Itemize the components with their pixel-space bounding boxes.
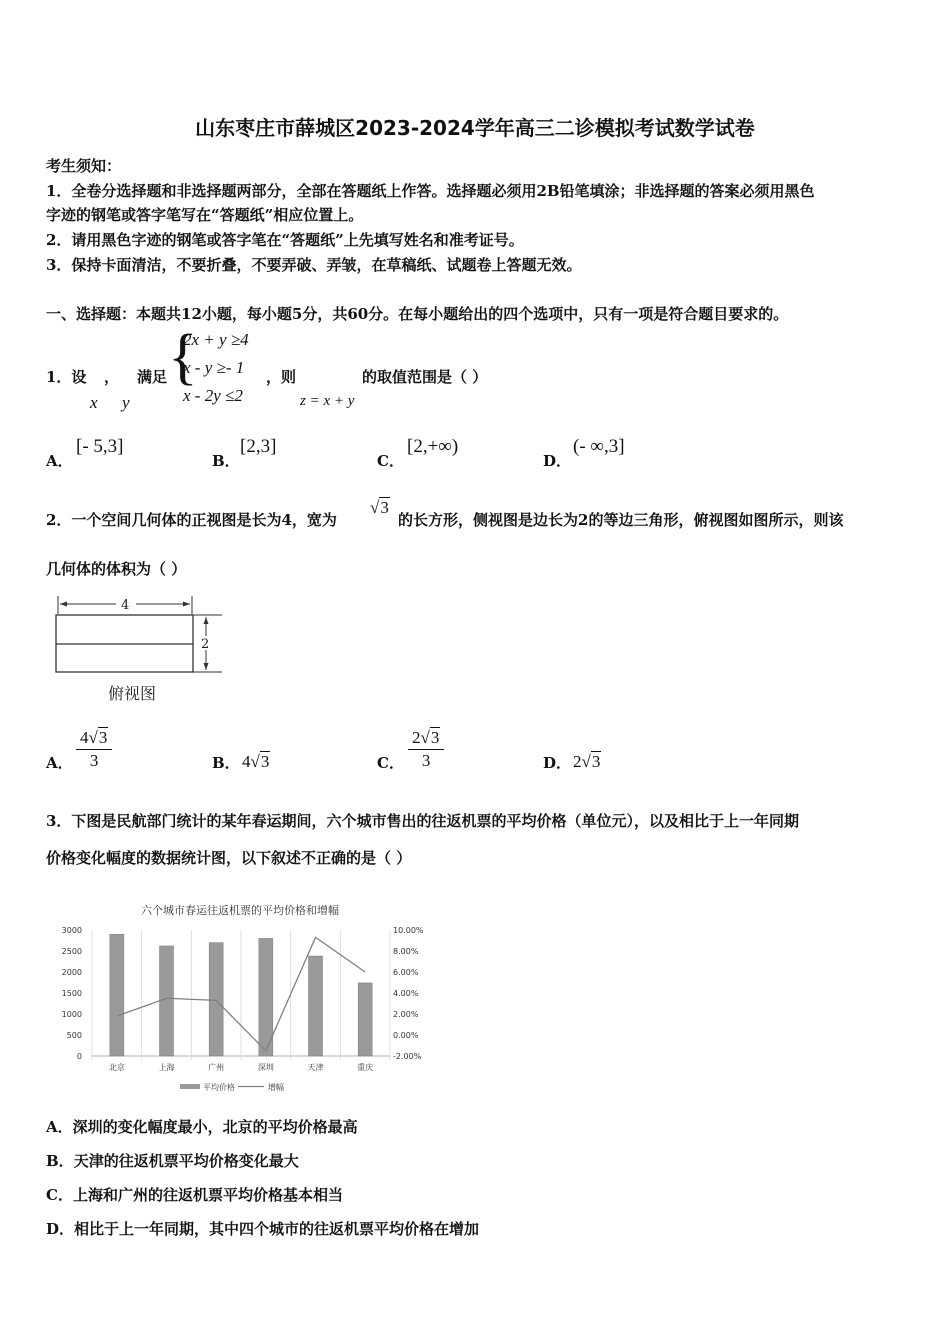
q3-option-d[interactable] <box>46 1218 479 1239</box>
x-tick-label: 上海 <box>158 1063 175 1072</box>
legend-line-label: 增幅 <box>268 1083 284 1092</box>
coefficient: 2 <box>412 728 421 747</box>
system-line-3: x - 2y ≤2 <box>183 386 243 405</box>
y2-tick-label: 0.00% <box>393 1031 419 1040</box>
system-line-1: 2x + y ≥4 <box>183 330 249 349</box>
q2-option-b-label[interactable]: B． <box>212 754 240 772</box>
y-tick-label: 2000 <box>61 968 82 977</box>
bar <box>110 934 124 1056</box>
q1-var-x: x <box>90 393 98 412</box>
system-brace: { <box>168 323 198 391</box>
q1-option-b-label[interactable]: B． <box>212 452 240 470</box>
q2-option-c-label[interactable]: C． <box>377 754 404 772</box>
fraction-numerator: 4√3 <box>76 728 112 750</box>
q1-option-d-value[interactable]: (- ∞,3] <box>573 436 625 457</box>
y2-tick-label: 2.00% <box>393 1010 419 1019</box>
y-tick-label: 1500 <box>61 989 82 998</box>
q2-option-d-label[interactable]: D． <box>543 754 572 772</box>
q2-text-1: 2．一个空间几何体的正视图是长为4，宽为 <box>46 511 337 529</box>
notice-line: 字迹的钢笔或答字笔写在“答题纸”相应位置上。 <box>46 206 364 224</box>
section-heading: 一、选择题：本题共12小题，每小题5分，共60分。在每小题给出的四个选项中，只有一项是符合题目要求的。 <box>46 305 789 323</box>
page-title: 山东枣庄市薛城区2023-2024学年高三二诊模拟考试数学试卷 <box>195 116 755 140</box>
q3-text-1: 3．下图是民航部门统计的某年春运期间，六个城市售出的往返机票的平均价格（单位元），以及相比于上一年同期 <box>46 812 799 830</box>
option-text: 深圳的变化幅度最小，北京的平均价格最高 <box>72 1118 358 1136</box>
q1-option-a-value[interactable]: [- 5,3] <box>76 436 124 457</box>
radicand: 3 <box>98 728 108 747</box>
bar <box>358 983 372 1056</box>
q3-option-c[interactable] <box>46 1184 343 1205</box>
q1-option-a-label[interactable]: A． <box>46 452 73 470</box>
q1-option-c-label[interactable]: C． <box>377 452 404 470</box>
notice-line: 2．请用黑色字迹的钢笔或答字笔在“答题纸”上先填写姓名和准考证号。 <box>46 231 524 249</box>
q1-option-d-label[interactable]: D． <box>543 452 572 470</box>
notice-line: 3．保持卡面清洁，不要折叠，不要弄破、弄皱，在草稿纸、试题卷上答题无效。 <box>46 256 582 274</box>
q1-text-4: ，则 <box>266 368 297 386</box>
q2-option-c-value[interactable] <box>408 728 444 771</box>
figure-width-label: 2 <box>201 637 210 652</box>
q3-option-a[interactable] <box>46 1116 358 1137</box>
option-text: 天津的往返机票平均价格变化最大 <box>73 1152 299 1170</box>
figure-length-label: 4 <box>121 598 130 613</box>
radicand: 3 <box>260 752 270 771</box>
q2-option-a-value[interactable] <box>76 728 112 771</box>
bar <box>209 943 223 1056</box>
legend-bar-label: 平均价格 <box>203 1083 235 1092</box>
coefficient: 4 <box>80 728 89 747</box>
figure-caption: 俯视图 <box>108 684 157 703</box>
fraction-denominator: 3 <box>421 751 431 770</box>
system-line-2: x - y ≥- 1 <box>183 358 245 377</box>
q3-text-2: 价格变化幅度的数据统计图，以下叙述不正确的是（ ） <box>46 849 412 867</box>
fraction-numerator: 2√3 <box>408 728 444 750</box>
radicand: 3 <box>591 752 601 771</box>
top-view-figure <box>50 592 230 707</box>
q1-option-b-value[interactable]: [2,3] <box>240 436 277 457</box>
q2-option-b-value[interactable]: 4√3 <box>242 752 270 771</box>
x-tick-label: 广州 <box>208 1063 225 1072</box>
q2-option-a-label[interactable]: A． <box>46 754 73 772</box>
notice-line: 1．全卷分选择题和非选择题两部分，全部在答题纸上作答。选择题必须用2B铅笔填涂；非选择题的答案必须用黑色 <box>46 182 815 200</box>
option-label: D． <box>46 1220 75 1238</box>
q2-sqrt3-radicand: 3 <box>380 498 389 517</box>
q1-text-1: 1．设 <box>46 368 87 386</box>
radicand: 3 <box>430 728 440 747</box>
q2-text-3: 几何体的体积为（ ） <box>46 560 187 578</box>
option-label: A． <box>46 1118 73 1136</box>
coefficient: 4 <box>242 752 251 771</box>
y2-tick-label: -2.00% <box>393 1052 422 1061</box>
y-tick-label: 500 <box>66 1031 82 1040</box>
option-text: 相比于上一年同期，其中四个城市的往返机票平均价格在增加 <box>74 1220 480 1238</box>
coefficient: 2 <box>573 752 582 771</box>
x-tick-label: 重庆 <box>357 1063 374 1072</box>
x-tick-label: 天津 <box>307 1063 324 1072</box>
q1-text-3: 满足 <box>137 368 168 386</box>
bar <box>160 946 174 1056</box>
bar <box>309 956 323 1056</box>
y-tick-label: 3000 <box>61 926 82 935</box>
chart-title: 六个城市春运往返机票的平均价格和增幅 <box>141 904 339 917</box>
q1-z-expression: z = x + y <box>300 393 355 409</box>
x-tick-label: 深圳 <box>257 1063 274 1072</box>
y2-tick-label: 6.00% <box>393 968 419 977</box>
y-tick-label: 2500 <box>61 947 82 956</box>
q1-option-c-value[interactable]: [2,+∞) <box>407 436 459 457</box>
q2-option-d-value[interactable]: 2√3 <box>573 752 601 771</box>
y2-tick-label: 10.00% <box>393 926 424 935</box>
price-chart <box>50 898 440 1098</box>
fraction-denominator: 3 <box>89 751 99 770</box>
y2-tick-label: 8.00% <box>393 947 419 956</box>
y-tick-label: 0 <box>76 1052 82 1061</box>
legend-bar-swatch <box>180 1084 200 1089</box>
q2-text-2: 的长方形，侧视图是边长为2的等边三角形，俯视图如图所示，则该 <box>398 511 844 529</box>
notice-heading: 考生须知： <box>46 157 122 175</box>
option-label: C． <box>46 1186 73 1204</box>
option-label: B． <box>46 1152 74 1170</box>
y2-tick-label: 4.00% <box>393 989 419 998</box>
option-text: 上海和广州的往返机票平均价格基本相当 <box>72 1186 343 1204</box>
q1-text-5: 的取值范围是（ ） <box>362 368 488 386</box>
q2-sqrt3: √3 <box>370 498 389 517</box>
q3-option-b[interactable] <box>46 1150 299 1171</box>
q1-text-2: ， <box>104 368 120 386</box>
y-tick-label: 1000 <box>61 1010 82 1019</box>
q1-var-y: y <box>122 393 130 412</box>
x-tick-label: 北京 <box>108 1063 125 1072</box>
